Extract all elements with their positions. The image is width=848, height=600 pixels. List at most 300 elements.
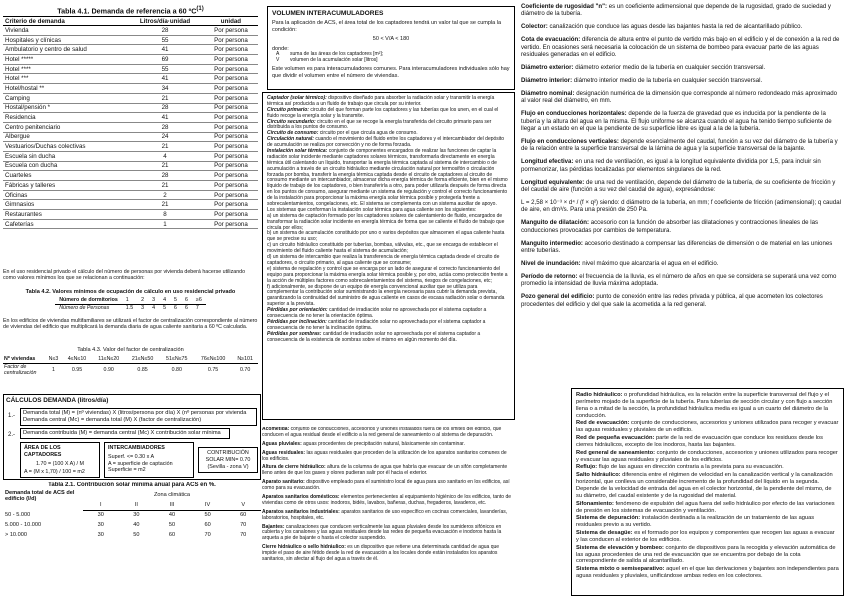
cell-unit: Por persona <box>204 190 258 200</box>
definition-text: conjunto de conducciones, accesorios y uniones instalados fuera de los límites del edificio, que conducen el agua residual desde el edificio a la red general de saneamiento o al sistema de depuración. <box>262 427 502 438</box>
area-formula-1: 1.70 = (100 X A) / M <box>35 460 85 467</box>
cell-liters: 24 <box>126 132 204 142</box>
definition-term: Pozo general del edificio: <box>521 293 595 301</box>
definition-text: nivel máximo que alcanzaría el agua en el edificio. <box>582 260 719 268</box>
cell-value: 4 <box>159 296 170 304</box>
definition-item <box>521 64 843 71</box>
row-label: Número de dormitorios <box>55 296 122 304</box>
zone-header: III <box>154 500 190 510</box>
cell-criteria: Albergue <box>3 132 126 142</box>
definition-item <box>576 450 839 464</box>
table-row <box>3 74 258 84</box>
definition-text: conjunto de conducciones, accesorios y uniones utilizados para recoger y evacuar las aguas residuales y pluviales de un edificio. <box>576 420 839 434</box>
cell-unit: Por persona <box>204 151 258 161</box>
demand-reference-table <box>3 3 258 229</box>
definition-term: Altura de cierre hidráulico: <box>262 464 326 471</box>
definition-item <box>262 495 514 507</box>
cell-unit: Por persona <box>204 103 258 113</box>
table-row <box>3 35 258 45</box>
cell-liters: 21 <box>126 161 204 171</box>
cell-unit: Por persona <box>204 142 258 152</box>
calc-title: CÁLCULOS DEMANDA (litros/día) <box>6 397 109 404</box>
definition-item <box>521 260 843 267</box>
cell-value: 4 <box>152 305 156 312</box>
col-header-criteria: Criterio de demanda <box>3 17 126 26</box>
formula-line: Demanda central (Mc) = demanda total (M) X (factor de centralización) <box>23 417 202 424</box>
cell-liters: 55 <box>126 35 204 45</box>
definition-term: Sistema de elevación y bombeo: <box>576 544 664 551</box>
cell-unit: Por persona <box>204 113 258 123</box>
col-header-liters: Litros/día·unidad <box>126 17 204 26</box>
cell-percent: 70 <box>240 522 247 528</box>
cell-liters: 21 <box>126 181 204 191</box>
cell-liters: 41 <box>126 45 204 55</box>
table-row <box>3 190 258 200</box>
step-number-1: 1.- <box>8 413 16 419</box>
row-label: Nº viviendas <box>3 355 45 363</box>
cell-percent: 50 <box>168 522 176 528</box>
table-row <box>55 296 206 304</box>
table-row <box>3 171 258 181</box>
cell-criteria: Cuarteles <box>3 171 126 181</box>
cell-unit: Por persona <box>204 132 258 142</box>
definition-item <box>521 273 843 288</box>
definition-text: en una red de ventilación, es igual a la longitud equivalente dividida por 1,5, para incluir sin pormenorizar, las pérdidas localizadas por elementos singulares de la red. <box>521 158 821 173</box>
definition-text: L = 2,58 × 10⁻³ × d⁴ / (f × q²) siendo: d diámetro de la tubería, en mm; f coeficiente de fricción (adimensional); q caudal de aire, en dm³/s. Para una presión de 250 Pa. <box>521 199 841 214</box>
definition-text: dispositivo diseñado para absorber la radiación solar y transmitir la energía térmica así producida a un fluido de trabajo que circula por su interior. <box>267 95 495 107</box>
demand-table-body <box>3 26 258 229</box>
definition-term: Aparatos sanitarios industriales: <box>262 508 340 515</box>
cell-value: N≥101 <box>232 355 258 363</box>
definition-text: aquel en el que las derivaciones y bajantes son independientes para aguas residuales y pluviales, unificándose ambas redes en los colectores. <box>576 566 839 580</box>
occupancy-values <box>55 296 206 312</box>
definition-term: Manguito intermedio: <box>521 239 583 247</box>
definition-text: flujo de las aguas en dirección contraria a la prevista para su evacuación. <box>598 464 784 471</box>
definition-term: Sifonamiento: <box>576 500 614 507</box>
formula-line: Demanda total (M) = (nº viviendas) X (litros/persona por día) X (nº personas por vivienda <box>23 410 247 416</box>
table-row <box>3 132 258 142</box>
definition-item <box>267 267 510 285</box>
definition-text: conjunto de dispositivos para la recogida y elevación automática de las aguas procedentes de una red de evacuación que se encuentra por debajo de la cota correspondiente de salida al alcantarillado. <box>576 544 836 565</box>
cell-percent: 60 <box>240 512 247 519</box>
collector-area-box <box>20 442 100 478</box>
cell-liters: 8 <box>126 210 204 220</box>
definition-term: Flujo en conducciones verticales: <box>521 137 619 145</box>
cell-liters: 21 <box>126 142 204 152</box>
cell-criteria: Escuela con ducha <box>3 161 126 171</box>
volume-intro: Para la aplicación de ACS, el área total de los captadores tendrá un valor tal que se cumpla la condición: <box>272 20 501 33</box>
definition-item <box>576 420 839 434</box>
table-row <box>3 93 258 103</box>
table-row <box>3 151 258 161</box>
definition-item <box>267 332 510 344</box>
definition-item <box>267 214 510 232</box>
table-row <box>3 84 258 94</box>
volume-formula: 50 < V/A < 180 <box>372 36 410 43</box>
col-header-zone: Zona climática <box>153 492 191 498</box>
exchanger-note: A = superficie de captación <box>108 460 173 467</box>
definition-item <box>576 545 839 566</box>
table-row <box>3 520 261 530</box>
cell-value: 1 <box>122 296 137 304</box>
cell-unit: Por persona <box>204 219 258 229</box>
cell-unit: Por persona <box>204 161 258 171</box>
table-row <box>3 510 261 520</box>
definition-text: fenómeno de expulsión del agua fuera del sello hidráulico por efecto de las variaciones de presión en los sistemas de evacuación y ventilación. <box>576 500 835 514</box>
cell-criteria: Hotel *** <box>3 74 126 84</box>
solar-contribution-box <box>198 447 258 473</box>
cell-percent: 30 <box>97 532 104 538</box>
cell-value: 76≤N≤100 <box>194 355 232 363</box>
definition-term: Instalación solar térmica: <box>267 148 328 155</box>
formula-demand-contributed: Demanda contribuida (M) = demanda central (Mc) X contribución solar mínima <box>20 428 230 439</box>
definition-item <box>521 219 843 234</box>
definition-term: Circuito secundario: <box>267 118 316 125</box>
table-row <box>3 181 258 191</box>
cell-criteria: Camping <box>3 93 126 103</box>
definition-term: Acometida: <box>262 427 290 432</box>
definition-term: Diámetro exterior: <box>521 64 574 72</box>
cell-liters: 41 <box>126 113 204 123</box>
definition-term: Cota de evacuación: <box>521 36 581 44</box>
definition-term: Red de pequeña evacuación: <box>576 435 655 442</box>
row-label: Factor de centralización <box>4 363 37 376</box>
definition-term: Circulación natural: <box>267 136 314 143</box>
definition-text: Los sistemas que conforman la instalación solar térmica para agua caliente son los siguientes: <box>267 206 477 213</box>
cell-criteria: Ambulatorio y centro de salud <box>3 45 126 55</box>
cell-criteria: Hotel ***** <box>3 55 126 65</box>
definition-text: c) un circuito hidráulico constituido por tuberías, bombas, válvulas, etc., que se encarga de establecer el movimiento del fluido caliente hasta el sistema de acumulación; <box>267 242 498 255</box>
cell-liters: 21 <box>126 200 204 210</box>
definition-term: Radio hidráulico: <box>576 392 623 398</box>
cell-unit: Por persona <box>204 171 258 181</box>
definition-term: Longitud equivalente: <box>521 178 585 186</box>
cell-criteria: Fábricas y talleres <box>3 181 126 191</box>
definition-text: altura de la columna de agua que habría que evacuar de un sifón completamente lleno antes de que los gases y olores pudieran salir por él hacia el exterior. <box>262 464 508 477</box>
table-header-row <box>3 17 258 26</box>
area-title: ÁREA DE LOS CAPTADORES <box>24 445 62 458</box>
definition-text: las aguas residuales que proceden de la utilización de los aparatos sanitarios comunes de los edificios. <box>262 449 507 462</box>
table-row <box>3 363 258 376</box>
definition-term: Diámetro interior: <box>521 76 573 84</box>
glossary-section <box>262 427 514 597</box>
volume-donde: donde: <box>272 45 289 52</box>
table-header-row <box>3 490 261 500</box>
definition-text: conjunto de componentes encargados de realizar las funciones de captar la radiación solar incidente mediante captadores solares térmicos, transformarla directamente en energía térmica útil calentando un líquido, transportar la energía térmica captada al sistema de intercambio o de acumulación a través de un circuito hidráulico mediante circulación natural por termosifón o circulación forzada por bomba, transferir la energía térmica captada desde el circuito de captadores al circuito de consumo mediante un intercambiador, almacenar dicha energía térmica de forma eficiente, bien en el mismo líquido de trabajo de los captadores, o bien transferirla a otro, para poder utilizarla después de forma directa en los puntos de consumo, asegurar mediante un sistema de regulación y control el correcto funcionamiento de la instalación para proporcionar la máxima energía solar térmica posible y protegerla frente a sobrecalentamientos, congelaciones, etc. El sistema se complementa con un sistema auxiliar de apoyo. <box>267 148 508 208</box>
definition-text: f) adicionalmente, se dispone de un equipo de energía convencional auxiliar que se utiliza para complementar la contribución solar suministrando la energía necesaria para cubrir la demanda prevista, garantizando la continuidad del suministro de agua caliente en casos de escasa radiación solar o demanda superior a la prevista. <box>267 283 505 308</box>
definition-item <box>576 435 839 449</box>
cell-value: 5 <box>170 296 181 304</box>
definition-term: Flujo en conducciones horizontales: <box>521 110 627 118</box>
cell-value: 7 <box>195 305 199 312</box>
table-row <box>3 219 258 229</box>
cell-unit: Por persona <box>204 64 258 74</box>
cell-value: 51≤N≤75 <box>160 355 194 363</box>
definition-text: depende de la fuerza de gravedad que es inducida por la pendiente de la tubería y la altura del agua en la misma. El flujo uniforme se alcanza cuando el agua ha tenido tiempo suficiente de llegar a un estado en el que la pendiente de su superficie libre es igual a la de la tubería. <box>521 110 832 133</box>
definition-term: Red de evacuación: <box>576 420 630 427</box>
cell-unit: Por persona <box>204 35 258 45</box>
step-number-2: 2.- <box>8 432 16 438</box>
definition-text: designación numérica de la dimensión que corresponde al número redondeado más aproximado al valor real del diámetro, en mm. <box>521 89 838 105</box>
definition-item <box>521 90 843 105</box>
definition-item <box>576 392 839 419</box>
definition-item <box>521 110 843 132</box>
cell-value: 1 <box>52 366 55 373</box>
definition-term: Período de retorno: <box>521 272 578 280</box>
cell-unit: Por persona <box>204 93 258 103</box>
cell-liters: 34 <box>126 84 204 94</box>
definition-text: diámetro interior medio de la tubería en cualquier sección transversal. <box>573 76 763 84</box>
cell-value: 6 <box>184 305 188 312</box>
centralization-note: En los edificios de viviendas multifamiliares se utilizará el factor de centralización correspondiente al número de viviendas del edificio que multiplicará la demanda diaria de agua caliente sanitaria a 60 ºC calculada. <box>3 318 258 331</box>
contribution-zone: (Sevilla - zona V) <box>207 463 249 470</box>
cell-criteria: Vivienda <box>3 26 126 36</box>
definition-item <box>521 293 843 308</box>
cell-value: 3 <box>141 305 145 312</box>
cell-percent: 60 <box>204 522 211 528</box>
definition-term: Sistema de depuración: <box>576 515 641 522</box>
definition-item <box>262 442 514 448</box>
volume-def-a: A suma de las áreas de los captadores [m²]; <box>276 51 384 58</box>
definition-term: Nivel de inundación: <box>521 260 581 268</box>
cell-value: 0.70 <box>240 366 251 373</box>
definition-item <box>267 285 510 309</box>
area-formula-2: A = (M x 1,70) / 100 = m2 <box>24 469 85 476</box>
table-row <box>55 304 206 312</box>
zone-header: V <box>225 500 261 510</box>
cell-value: 0.90 <box>103 366 114 373</box>
cell-value: 3 <box>148 296 159 304</box>
definition-text: circuito por el que circula agua de consumo. <box>319 130 418 137</box>
cell-demand-range: 5.000 - 10.000 <box>5 522 42 528</box>
definition-text: aparatos sanitarios de uso específico en cocinas comerciales, lavanderías, laboratorios, hospitales, etc. <box>262 508 508 521</box>
cell-unit: Por persona <box>204 210 258 220</box>
centralization-table <box>3 347 258 376</box>
cell-criteria: Hostal/pensión * <box>3 103 126 113</box>
definition-item <box>576 501 839 515</box>
cell-value: 11≤N≤20 <box>92 355 126 363</box>
definition-term: Longitud efectiva: <box>521 158 574 166</box>
table-row <box>3 45 258 55</box>
table-row <box>3 530 261 540</box>
cell-unit: Por persona <box>204 74 258 84</box>
definition-text: d) un sistema de intercambio que realiza la transferencia de energía térmica captada desde el circuito de captadores, o circuito primario, al agua caliente que se consume; <box>267 254 500 266</box>
definition-term: Circuito primario: <box>267 106 309 113</box>
demand-table-title: Tabla 4.1. Demanda de referencia a 60 ºC$^{(1)}$ <box>57 6 204 16</box>
cell-liters: 28 <box>126 26 204 36</box>
definition-text: conjunto de conducciones, accesorios y uniones utilizados para recoger y evacuar las aguas residuales y pluviales de los edificios. <box>576 449 838 463</box>
definition-term: Cierre hidráulico o sello hidráulico: <box>262 544 346 551</box>
contribution-title: CONTRIBUCIÓN <box>207 450 249 456</box>
solar-definitions-box <box>262 92 515 420</box>
zone-header: I <box>83 500 119 510</box>
cell-value: 21≤N≤50 <box>126 355 160 363</box>
definition-text: depende esencialmente del caudal, función a su vez del diámetro de la tubería y de la relación entre la superficie transversal de la lámina de agua y la superficie transversal de la bajante. <box>521 137 838 153</box>
definition-item <box>521 240 843 255</box>
cell-criteria: Restaurantes <box>3 210 126 220</box>
demand-calculation-box <box>3 394 261 480</box>
cell-percent: 50 <box>204 512 211 519</box>
definition-term: Coeficiente de rugosidad "n": <box>521 3 608 10</box>
table-row <box>3 113 258 123</box>
definition-text: a) un sistema de captación formado por los captadores solares de calentamiento de fluido, encargados de transformar la radiación solar incidente en energía térmica de forma que se caliente el fluido de trabajo que circula por ellos; <box>267 212 505 231</box>
cell-value: 6 <box>174 305 177 312</box>
cell-unit: Por persona <box>204 122 258 132</box>
exchanger-note: Superficie = m2 <box>108 467 146 474</box>
cell-liters: 55 <box>126 64 204 74</box>
definition-text: canalización que conduce las aguas desde las bajantes hasta la red de alcantarillado público. <box>549 23 803 31</box>
cell-value: 1.5 <box>125 305 134 312</box>
definition-item <box>576 464 839 471</box>
definition-text: dispositivo empleado para el suministro local de agua para uso sanitario en los edificios, así como para su evacuación. <box>262 479 510 492</box>
definition-term: Aguas residuales: <box>262 449 306 456</box>
cell-criteria: Centro penitenciario <box>3 122 126 132</box>
cell-liters: 28 <box>126 171 204 181</box>
cell-criteria: Cafeterías <box>3 219 126 229</box>
definition-item <box>267 149 510 208</box>
definition-text: parte de la red de evacuación que conduce los residuos desde los cierres hidráulicos, excepto de los inodoros, hasta las bajantes. <box>576 435 823 448</box>
definition-text: aguas procedentes de precipitación natural, básicamente sin contaminar. <box>303 440 465 447</box>
cell-criteria: Oficinas <box>3 190 126 200</box>
cell-liters: 2 <box>126 190 204 200</box>
definition-text: e) sistema de regulación y control que se encarga por un lado de asegurar el correcto funcionamiento del equipo para proporcionar la máxima energía solar térmica posible y, por otro, actúa como protección frente a la acción de múltiples factores como sobrecalentamientos del sistema, riesgos de congelaciones, etc; <box>267 265 508 284</box>
definition-item <box>576 515 839 529</box>
definition-item <box>262 525 514 543</box>
cell-value: 6 <box>181 296 192 304</box>
definition-text: es el formado por los equipos y componentes que recogen las aguas a evacuar y las conducen al exterior de los edificios. <box>576 530 835 543</box>
cell-criteria: Hospitales y clínicas <box>3 35 126 45</box>
cell-percent: 40 <box>168 512 176 519</box>
definition-term: Pérdidas por sombras: <box>267 330 322 337</box>
definition-text: accesorio destinado a compensar las diferencias de dimensión o de material en las uniones entre tuberías. <box>521 239 833 255</box>
cell-unit: Por persona <box>204 26 258 36</box>
solar-table-title: Tabla 2.1. Contribución solar mínima anual para ACS en %. <box>48 482 216 488</box>
definition-text: diferencia de altura entre el punto de vertido más bajo en el edificio y el de conexión a la red de vertido. En ocasiones será necesaria la colocación de un sistema de bombeo para evacuar parte de las aguas residuales generadas en el edificio. <box>521 36 840 59</box>
definition-text: accesorio con la función de absorber las dilataciones y contracciones lineales de las conducciones provocadas por cambios de temperatura. <box>521 219 819 234</box>
cell-value: 2 <box>137 296 148 304</box>
table-row <box>3 55 258 65</box>
definition-text: cantidad de irradiación solar no aprovechada por el sistema captador a consecuencia de no tener la inclinación óptima. <box>267 318 486 331</box>
cell-percent: 70 <box>204 532 211 538</box>
contribution-value: SOLAR MIN= 0.70 <box>205 456 251 463</box>
centralization-values <box>3 355 258 376</box>
definition-item <box>262 465 514 477</box>
demand-table <box>3 16 258 229</box>
definition-text: o profundidad hidráulica, es la relación entre la superficie transversal del flujo y el perímetro mojado de la superficie de la tubería. Para tuberías de sección circular y con flujo a sección llena o a mitad de la sección, la profundidad hidráulica media es igual a un cuarto del diámetro de la conducción. <box>576 392 833 419</box>
zone-header: II <box>119 500 155 510</box>
definition-text: el frecuencia de la lluvia, es el número de años en que se considera se superará una vez como promedio la intensidad de lluvia máxima adoptada. <box>521 272 837 288</box>
solar-table-body <box>3 510 261 540</box>
cell-demand-range: 50 - 5.000 <box>5 512 31 518</box>
definition-term: Diámetro nominal: <box>521 89 575 97</box>
definition-item <box>521 3 843 18</box>
table-row <box>3 210 258 220</box>
definition-text: punto de conexión entre las redes privada y pública, al que acometen los colectores procedentes del edificio y del que sale la acometida a la red general. <box>521 293 823 308</box>
cell-value: ≥6 <box>192 296 206 304</box>
cell-percent: 30 <box>133 512 140 519</box>
definition-term: Captador (solar térmico): <box>267 95 327 101</box>
definition-text: cuando el movimiento del fluido entre los captadores y el intercambiador del depósito de acumulación se realiza por convección y no de forma forzada. <box>267 136 505 149</box>
table-row <box>3 122 258 132</box>
definition-text: diámetro exterior medio de la tubería en cualquier sección transversal. <box>575 64 766 72</box>
definition-term: Red general de saneamiento: <box>576 449 656 456</box>
definition-term: Sistema mixto o semiseparativo: <box>576 566 665 573</box>
cell-percent: 60 <box>168 532 176 538</box>
residential-note: En el uso residencial privado el cálculo del número de personas por vivienda deberá hacerse utilizando como valores mínimos los que se relacionan a continuación: <box>3 269 246 282</box>
solar-table <box>3 490 261 540</box>
zone-header: IV <box>190 500 226 510</box>
definition-item <box>521 77 843 84</box>
definition-item <box>262 480 514 492</box>
cell-value: 4≤N≤10 <box>62 355 92 363</box>
definition-item <box>576 472 839 499</box>
definition-term: Aguas pluviales: <box>262 440 302 447</box>
exchanger-formula: Superf. <= 0.30 x A <box>108 453 155 460</box>
definition-item <box>262 510 514 522</box>
volume-outro: Este volumen es para interacumuladores comunes. Para interacumuladores individuales sólo hay que dividir el volumen entre el número de viviendas. <box>272 66 510 79</box>
table-row <box>3 142 258 152</box>
definition-term: Bajantes: <box>262 523 285 530</box>
definition-item <box>521 199 843 214</box>
cell-unit: Por persona <box>204 55 258 65</box>
definition-item <box>521 158 843 173</box>
col-header-demand: Demanda total de ACS del edificio (l/d) <box>5 490 75 502</box>
cell-liters: 4 <box>126 151 204 161</box>
cell-criteria: Residencia <box>3 113 126 123</box>
right-definitions-box <box>571 388 844 596</box>
cell-criteria: Hotel **** <box>3 64 126 74</box>
definition-item <box>262 427 514 439</box>
definition-term: Sistema de desagüe: <box>576 530 633 537</box>
table-row <box>3 200 258 210</box>
cell-percent: 70 <box>240 532 247 538</box>
definition-term: Pérdidas por orientación: <box>267 307 328 314</box>
definition-item <box>262 451 514 463</box>
table-row <box>3 26 258 36</box>
definition-text: cantidad de irradiación solar no aprovechada por el sistema captador a consecuencia de no tener la orientación óptima. <box>267 307 487 319</box>
definition-text: es un dispositivo que retiene una determinada cantidad de agua que impide el paso de aire fétido desde la red de evacuación a los locales donde están instalados los aparatos sanitarios, sin afectar al flujo del agua a través de él. <box>262 544 500 563</box>
cell-liters: 21 <box>126 93 204 103</box>
definition-term: Aparato sanitario: <box>262 479 305 486</box>
cell-value: 0.95 <box>71 366 83 373</box>
definition-item <box>262 545 514 563</box>
cell-percent: 30 <box>97 512 104 519</box>
definition-item <box>521 179 843 194</box>
volume-def-v: V volumen de la acumulación solar [litros] <box>276 57 378 64</box>
definition-term: Aparatos sanitarios domésticos: <box>262 494 340 501</box>
cell-value: 0.75 <box>207 366 219 373</box>
definition-text: b) un sistema de acumulación constituido por uno o varios depósitos que almacenen el agua caliente hasta que se precise su uso; <box>267 230 505 243</box>
accumulator-volume-box <box>267 6 515 90</box>
occupancy-table <box>3 289 258 312</box>
definition-text: circuito en el que se recoge la energía transferida del circuito primario para ser distribuida a los puntos de consumo. <box>267 118 492 131</box>
definition-text: canalizaciones que conducen verticalmente las aguas pluviales desde los sumideros sifónicos en cubierta y los canalones y las aguas residuales desde las redes de pequeña evacuación e inodoros hasta la arqueta a pie de bajante o hasta el colector suspendido. <box>262 523 502 542</box>
cell-unit: Por persona <box>204 200 258 210</box>
cell-liters: 69 <box>126 55 204 65</box>
cell-value: 5 <box>163 305 167 312</box>
occupancy-table-title: Tabla 4.2. Valores mínimos de ocupación de cálculo en uso residencial privado <box>25 289 236 295</box>
definition-text: es un coeficiente adimensional que depende de la rugosidad, grado de suciedad y diámetro de la tubería. <box>521 3 831 18</box>
definition-term: Pérdidas por inclinación: <box>267 318 327 325</box>
definition-text: de una red de ventilación, depende del diámetro de la tubería, de su coeficiente de fricción y del caudal de aire (función a su vez del caudal de agua), expresándose: <box>521 178 836 194</box>
definition-term: Salto hidráulico: <box>576 472 621 479</box>
heat-exchanger-box <box>104 442 194 478</box>
definition-item <box>521 23 843 30</box>
definition-item <box>521 36 843 58</box>
exchanger-title: INTERCAMBIADORES <box>108 445 165 451</box>
cell-percent: 40 <box>133 522 140 528</box>
cell-unit: Por persona <box>204 45 258 55</box>
